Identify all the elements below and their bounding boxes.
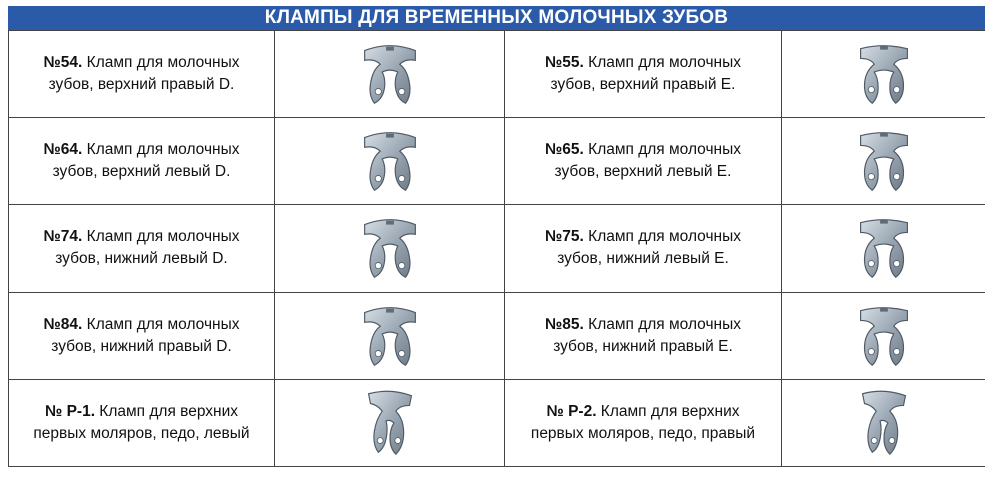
item-description: № P-2. Кламп для верхних первых моляров, педо, правый: [530, 402, 756, 442]
table-cell-image: [782, 205, 985, 292]
table-cell-image: [275, 118, 505, 205]
table-cell-image: [782, 380, 985, 467]
table-cell-image: [275, 293, 505, 380]
item-description: №85. Кламп для молочных зубов, нижний правый E.: [545, 315, 741, 355]
item-description: №84. Кламп для молочных зубов, нижний правый D.: [43, 315, 240, 355]
table-cell-image: [275, 31, 505, 118]
item-description: №55. Кламп для молочных зубов, верхний правый E.: [545, 54, 741, 94]
item-description: №74. Кламп для молочных зубов, нижний левый D.: [43, 228, 240, 268]
table-cell-text: [505, 293, 782, 380]
table-cell-text: [505, 380, 782, 467]
table-cell-image: [782, 118, 985, 205]
item-description: № P-1. Кламп для верхних первых моляров, педо, левый: [33, 402, 250, 442]
clamp-p2-icon: [845, 384, 923, 462]
table-cell-text: [9, 118, 275, 205]
table-cell-text: [9, 31, 275, 118]
item-description: №54. Кламп для молочных зубов, верхний правый D.: [43, 54, 240, 94]
clamp-84-icon: [351, 297, 429, 375]
item-description: №75. Кламп для молочных зубов, нижний левый E.: [545, 228, 741, 268]
clamp-74-icon: [351, 209, 429, 287]
item-description: №64. Кламп для молочных зубов, верхний левый D.: [43, 141, 240, 181]
item-description: №65. Кламп для молочных зубов, верхний левый E.: [545, 141, 741, 181]
clamp-p1-icon: [351, 384, 429, 462]
page-title: КЛАМПЫ ДЛЯ ВРЕМЕННЫХ МОЛОЧНЫХ ЗУБОВ: [8, 6, 985, 30]
table-cell-text: [505, 31, 782, 118]
clamp-64-icon: [351, 122, 429, 200]
clamp-85-icon: [845, 297, 923, 375]
table-cell-text: [505, 205, 782, 292]
clamp-54-icon: [351, 35, 429, 113]
table-cell-image: [275, 205, 505, 292]
table-cell-image: [782, 31, 985, 118]
clamp-table: [8, 30, 985, 467]
clamp-55-icon: [845, 35, 923, 113]
table-cell-text: [9, 205, 275, 292]
table-cell-image: [275, 380, 505, 467]
table-cell-text: [9, 380, 275, 467]
table-cell-text: [9, 293, 275, 380]
clamp-75-icon: [845, 209, 923, 287]
clamp-65-icon: [845, 122, 923, 200]
table-cell-text: [505, 118, 782, 205]
table-cell-image: [782, 293, 985, 380]
